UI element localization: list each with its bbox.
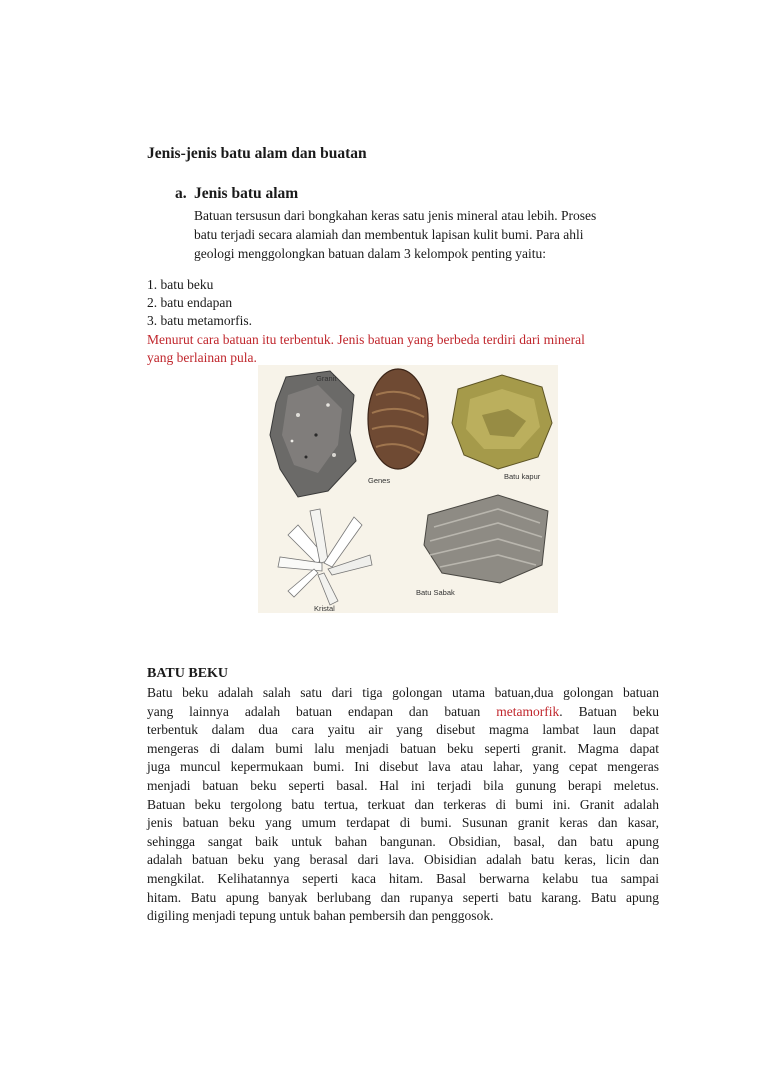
intro-line: geologi menggolongkan batuan dalam 3 kelompok penting yaitu: (194, 246, 547, 261)
rock-type-list (147, 276, 252, 330)
rock-illustration (258, 365, 558, 613)
paragraph-line: adalah batuan beku yang berasal dari lava. Obisidian adalah batu keras, licin dan (147, 852, 659, 868)
note-line: Menurut cara batuan itu terbentuk. Jenis batuan yang berbeda terdiri dari mineral (147, 332, 585, 347)
batu-beku-paragraph (147, 684, 659, 926)
figure-label-granit: Granit (316, 374, 337, 383)
figure-label-kristal: Kristal (314, 604, 335, 613)
figure-label-batu-sabak: Batu Sabak (416, 588, 455, 597)
note-line: yang berlainan pula. (147, 350, 257, 365)
genes-rock (368, 369, 428, 469)
section-title-batu-beku: BATU BEKU (147, 666, 229, 681)
intro-paragraph (194, 206, 664, 263)
red-note (147, 331, 657, 367)
paragraph-line: terbentuk dalam dua cara yaitu air yang disebut magma lambat laun dapat (147, 722, 659, 738)
metamorfik-link: metamorfik (496, 703, 560, 719)
line-text: . Batuan beku (559, 703, 659, 719)
figure-label-batu-kapur: Batu kapur (504, 472, 541, 481)
paragraph-line: mengkilat. Kelihatannya seperti kaca hitam. Basal berwarna kelabu tua sampai (147, 870, 659, 886)
batu-kapur-rock (452, 375, 552, 469)
figure-label-genes: Genes (368, 476, 391, 485)
list-item: 2. batu endapan (147, 295, 233, 310)
paragraph-line (147, 703, 659, 722)
list-item: 1. batu beku (147, 277, 214, 292)
list-item: 3. batu metamorfis. (147, 313, 252, 328)
paragraph-line: digiling menjadi tepung untuk bahan pembersih dan penggosok. (147, 908, 494, 924)
paragraph-line: hitam. Batu apung banyak berlubang dan rupanya seperti batu karang. Batu apung (147, 889, 659, 905)
line-text: yang lainnya adalah batuan endapan dan batuan (147, 703, 497, 719)
paragraph-line: menjadi batuan beku seperti basal. Hal ini terjadi bila gunung berapi meletus. (147, 777, 659, 793)
intro-line: batu terjadi secara alamiah dan membentuk lapisan kulit bumi. Para ahli (194, 227, 584, 242)
paragraph-line: juga muncul kepermukaan bumi. Ini disebut lava atau lahar, yang cepat mengeras (147, 759, 659, 775)
paragraph-line: Batuan beku tergolong batu tertua, terkuat dan terkeras di bumi ini. Granit adalah (147, 796, 659, 812)
paragraph-line: mengeras di dalam bumi lalu menjadi batuan beku seperti granit. Magma dapat (147, 740, 659, 756)
page-title: Jenis-jenis batu alam dan buatan (147, 145, 367, 162)
intro-line: Batuan tersusun dari bongkahan keras satu jenis mineral atau lebih. Proses (194, 208, 597, 223)
subsection-title: Jenis batu alam (194, 185, 299, 202)
subsection-marker: a. (175, 185, 187, 202)
paragraph-line: sehingga sangat baik untuk bahan bangunan. Obsidian, basal, dan batu apung (147, 833, 659, 849)
paragraph-line: Batu beku adalah salah satu dari tiga golongan utama batuan,dua golongan batuan (147, 685, 659, 700)
paragraph-line: jenis batuan beku yang umum terdapat di bumi. Susunan granit keras dan kasar, (147, 815, 659, 831)
